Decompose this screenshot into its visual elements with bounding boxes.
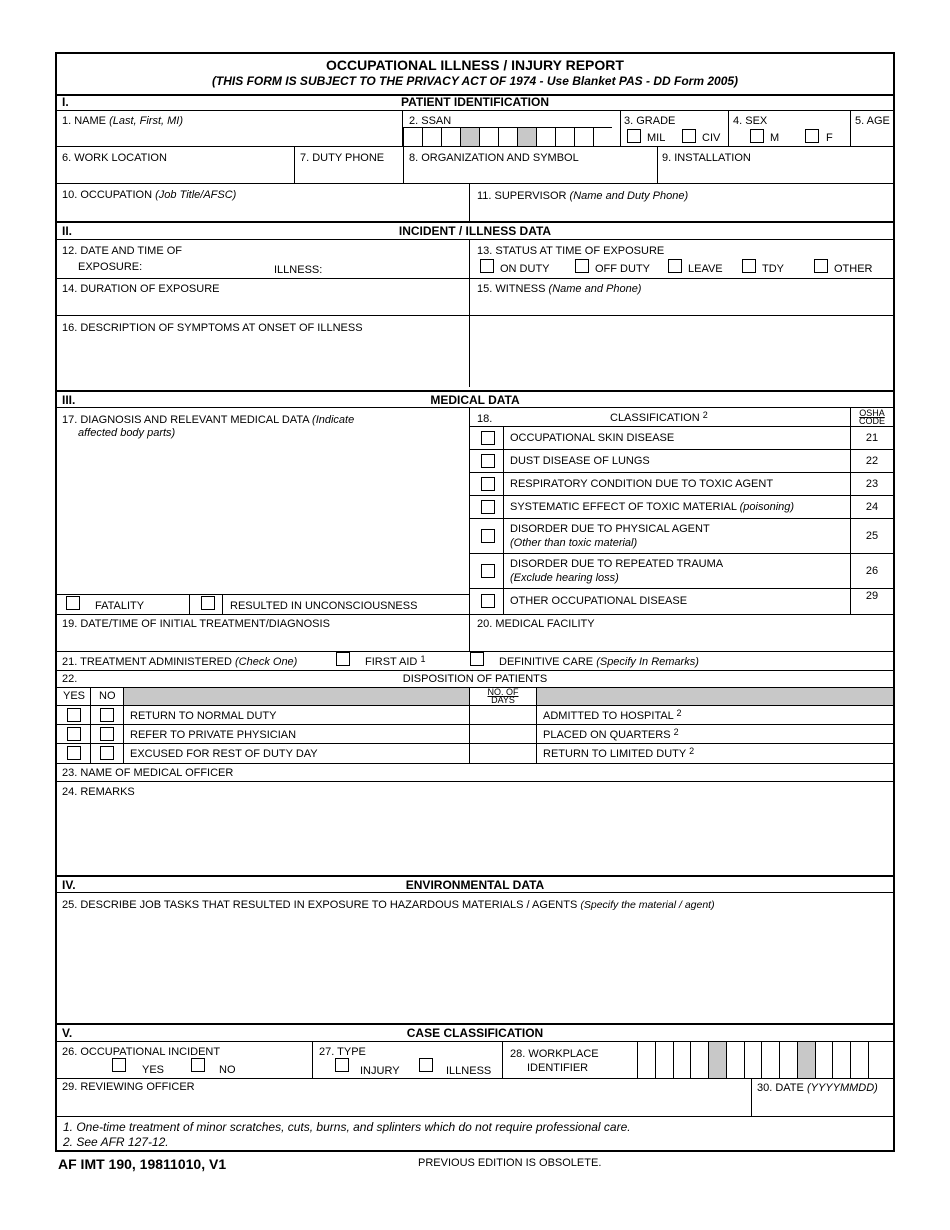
section-title: ENVIRONMENTAL DATA	[405, 878, 545, 892]
diagnosis-label: 17. DIAGNOSIS AND RELEVANT MEDICAL DATA (Indicate	[62, 414, 355, 426]
section-title: CASE CLASSIFICATION	[406, 1026, 544, 1040]
remarks-textarea[interactable]	[58, 800, 892, 874]
section-5-header	[57, 1026, 893, 1041]
section-3-header	[57, 393, 893, 408]
grade-mil-checkbox[interactable]	[627, 129, 641, 143]
workplace-digit-box[interactable]	[779, 1042, 797, 1078]
classification-checkbox[interactable]	[481, 564, 495, 578]
disposition-no-checkbox[interactable]	[100, 708, 114, 722]
classification-checkbox[interactable]	[481, 500, 495, 514]
section-title: MEDICAL DATA	[430, 393, 520, 407]
injury-label: INJURY	[360, 1065, 400, 1077]
workplace-digit-box[interactable]	[868, 1042, 886, 1078]
classification-checkbox[interactable]	[481, 594, 495, 608]
status-option-label: OFF DUTY	[595, 263, 650, 275]
disposition-no-checkbox[interactable]	[100, 746, 114, 760]
workplace-sub-label: IDENTIFIER	[527, 1062, 589, 1074]
illness-label: ILLNESS:	[274, 264, 323, 276]
grade-civ-label: CIV	[702, 132, 721, 144]
date-time-label: 12. DATE AND TIME OF	[62, 245, 183, 257]
form-frame	[55, 52, 895, 1152]
osha-code: 21	[865, 431, 879, 444]
classification-number: 18.	[477, 413, 493, 425]
status-checkbox[interactable]	[814, 259, 828, 273]
duration-label: 14. DURATION OF EXPOSURE	[62, 283, 220, 295]
osha-code: 24	[865, 500, 879, 513]
status-option-label: TDY	[762, 263, 784, 275]
first-aid-checkbox[interactable]	[336, 652, 350, 666]
section-title: PATIENT IDENTIFICATION	[401, 95, 549, 109]
status-checkbox[interactable]	[668, 259, 682, 273]
witness-label: 15. WITNESS (Name and Phone)	[477, 283, 642, 295]
workplace-digit-box[interactable]	[708, 1042, 726, 1078]
sex-f-checkbox[interactable]	[805, 129, 819, 143]
osha-code: 25	[865, 529, 879, 542]
disposition-left-label: RETURN TO NORMAL DUTY	[130, 710, 277, 722]
ssan-digit-box[interactable]	[555, 127, 574, 146]
job-tasks-label: 25. DESCRIBE JOB TASKS THAT RESULTED IN EXPOSURE TO HAZARDOUS MATERIALS / AGENTS (Specify the material / agent)	[62, 899, 715, 911]
occupation-label: 10. OCCUPATION (Job Title/AFSC)	[62, 189, 237, 201]
classification-label: SYSTEMATIC EFFECT OF TOXIC MATERIAL (poisoning)	[510, 500, 795, 513]
disposition-yes-checkbox[interactable]	[67, 727, 81, 741]
days-header: NO. OF DAYS	[487, 687, 519, 705]
medical-officer-label: 23. NAME OF MEDICAL OFFICER	[62, 767, 234, 779]
ssan-digit-box[interactable]	[403, 127, 422, 146]
classification-label: OTHER OCCUPATIONAL DISEASE	[510, 595, 688, 607]
section-4-header	[57, 878, 893, 893]
disposition-number: 22.	[62, 673, 78, 685]
disposition-left-label: EXCUSED FOR REST OF DUTY DAY	[130, 748, 318, 760]
workplace-digit-box[interactable]	[832, 1042, 850, 1078]
footnote-2: 2. See AFR 127-12.	[63, 1135, 169, 1149]
fatality-checkbox[interactable]	[66, 596, 80, 610]
fatality-label: FATALITY	[95, 600, 145, 612]
disposition-right-label: ADMITTED TO HOSPITAL $^2$	[543, 708, 682, 722]
status-option-label: ON DUTY	[500, 263, 550, 275]
ssan-digit-box[interactable]	[441, 127, 460, 146]
grade-mil-label: MIL	[647, 132, 666, 144]
days-input[interactable]	[470, 744, 536, 762]
illness-type-label: ILLNESS	[446, 1065, 492, 1077]
form-title: OCCUPATIONAL ILLNESS / INJURY REPORT	[326, 57, 624, 73]
sex-label: 4. SEX	[733, 115, 768, 127]
disposition-title: DISPOSITION OF PATIENTS	[402, 673, 548, 685]
disposition-yes-checkbox[interactable]	[67, 708, 81, 722]
previous-edition-note: PREVIOUS EDITION IS OBSOLETE.	[418, 1157, 602, 1169]
workplace-digit-box[interactable]	[797, 1042, 815, 1078]
illness-checkbox[interactable]	[419, 1058, 433, 1072]
exposure-label: EXPOSURE:	[78, 261, 143, 273]
job-tasks-textarea[interactable]	[58, 914, 892, 1022]
workplace-digit-box[interactable]	[690, 1042, 708, 1078]
section-number: III.	[62, 393, 76, 407]
incident-yes-checkbox[interactable]	[112, 1058, 126, 1072]
age-label: 5. AGE	[855, 115, 890, 127]
osha-code: 26	[865, 564, 879, 577]
grade-civ-checkbox[interactable]	[682, 129, 696, 143]
workplace-digit-box[interactable]	[637, 1042, 655, 1078]
yes-header: YES	[63, 690, 86, 702]
type-label: 27. TYPE	[319, 1046, 366, 1058]
disposition-right-label: PLACED ON QUARTERS $^2$	[543, 727, 679, 741]
date-label: 30. DATE (YYYYMMDD)	[757, 1082, 878, 1094]
classification-checkbox[interactable]	[481, 431, 495, 445]
osha-code-header: OSHA CODE	[858, 408, 885, 426]
disposition-right-label: RETURN TO LIMITED DUTY $^2$	[543, 746, 695, 760]
symptoms-label: 16. DESCRIPTION OF SYMPTOMS AT ONSET OF ILLNESS	[62, 322, 363, 334]
classification-sublabel: (Exclude hearing loss)	[510, 572, 619, 584]
ssan-digit-box[interactable]	[460, 127, 479, 146]
first-aid-label: FIRST AID $^1$	[365, 654, 426, 668]
incident-no-checkbox[interactable]	[191, 1058, 205, 1072]
workplace-digit-box[interactable]	[673, 1042, 691, 1078]
form-id: AF IMT 190, 19811010, V1	[58, 1156, 227, 1172]
section-2-header	[57, 224, 893, 239]
reviewing-officer-label: 29. REVIEWING OFFICER	[62, 1081, 195, 1093]
classification-label: DISORDER DUE TO REPEATED TRAUMA	[510, 558, 724, 570]
definitive-care-label: DEFINITIVE CARE (Specify In Remarks)	[499, 656, 699, 668]
unconscious-checkbox[interactable]	[201, 596, 215, 610]
days-input[interactable]	[470, 706, 536, 724]
workplace-digit-box[interactable]	[850, 1042, 868, 1078]
osha-code: 23	[865, 477, 879, 490]
footnote-1: 1. One-time treatment of minor scratches, cuts, burns, and splinters which do not require professional care.	[63, 1120, 631, 1134]
work-location-label: 6. WORK LOCATION	[62, 152, 167, 164]
classification-label: OCCUPATIONAL SKIN DISEASE	[510, 431, 675, 444]
disposition-yes-checkbox[interactable]	[67, 746, 81, 760]
ssan-digit-box[interactable]	[517, 127, 536, 146]
definitive-care-checkbox[interactable]	[470, 652, 484, 666]
grade-label: 3. GRADE	[624, 115, 676, 127]
classification-checkbox[interactable]	[481, 477, 495, 491]
injury-checkbox[interactable]	[335, 1058, 349, 1072]
workplace-digit-box[interactable]	[744, 1042, 762, 1078]
osha-code: 22	[865, 454, 879, 467]
name-input[interactable]	[58, 111, 401, 146]
diagnosis-hint: affected body parts)	[78, 427, 176, 439]
section-number: II.	[62, 224, 73, 238]
section-title: INCIDENT / ILLNESS DATA	[398, 224, 552, 238]
treatment-label: 21. TREATMENT ADMINISTERED (Check One)	[62, 656, 298, 668]
classification-sublabel: (Other than toxic material)	[510, 537, 638, 549]
sex-m-label: M	[770, 132, 780, 144]
days-input[interactable]	[470, 725, 536, 743]
classification-label: DISORDER DUE TO PHYSICAL AGENT	[510, 523, 710, 535]
workplace-digit-box[interactable]	[761, 1042, 779, 1078]
unconscious-label: RESULTED IN UNCONSCIOUSNESS	[230, 600, 418, 612]
organization-label: 8. ORGANIZATION AND SYMBOL	[409, 152, 579, 164]
ssan-digit-box[interactable]	[422, 127, 441, 146]
supervisor-label: 11. SUPERVISOR (Name and Duty Phone)	[477, 190, 689, 202]
medical-facility-label: 20. MEDICAL FACILITY	[477, 618, 595, 630]
section-number: I.	[62, 95, 69, 109]
no-header: NO	[99, 690, 116, 702]
status-label: 13. STATUS AT TIME OF EXPOSURE	[477, 245, 665, 257]
section-number: IV.	[62, 878, 76, 892]
shaded-cell	[124, 688, 469, 705]
incident-yes-label: YES	[142, 1064, 165, 1076]
status-option-label: OTHER	[834, 263, 873, 275]
incident-no-label: NO	[219, 1064, 236, 1076]
remarks-label: 24. REMARKS	[62, 786, 135, 798]
section-number: V.	[62, 1026, 73, 1040]
workplace-digit-box[interactable]	[726, 1042, 744, 1078]
ssan-digit-box[interactable]	[498, 127, 517, 146]
age-input[interactable]	[851, 111, 893, 146]
ssan-digit-box[interactable]	[574, 127, 593, 146]
ssan-digit-box[interactable]	[479, 127, 498, 146]
name-label: 1. NAME (Last, First, MI)	[62, 115, 184, 127]
osha-code: 29	[865, 590, 879, 602]
sex-f-label: F	[826, 132, 833, 144]
disposition-no-checkbox[interactable]	[100, 727, 114, 741]
classification-checkbox[interactable]	[481, 529, 495, 543]
status-checkbox[interactable]	[742, 259, 756, 273]
symptoms-textarea[interactable]	[58, 337, 892, 389]
installation-label: 9. INSTALLATION	[662, 152, 751, 164]
workplace-label: 28. WORKPLACE	[510, 1048, 599, 1060]
workplace-digit-box[interactable]	[815, 1042, 833, 1078]
incident-label: 26. OCCUPATIONAL INCIDENT	[62, 1046, 221, 1058]
status-checkbox[interactable]	[575, 259, 589, 273]
privacy-notice: (THIS FORM IS SUBJECT TO THE PRIVACY ACT OF 1974 - Use Blanket PAS - DD Form 2005)	[211, 74, 739, 88]
initial-treatment-label: 19. DATE/TIME OF INITIAL TREATMENT/DIAGNOSIS	[62, 618, 330, 630]
shaded-cell	[537, 688, 893, 705]
status-option-label: LEAVE	[688, 263, 723, 275]
section-1-header	[57, 95, 893, 110]
status-checkbox[interactable]	[480, 259, 494, 273]
classification-label: RESPIRATORY CONDITION DUE TO TOXIC AGENT	[510, 477, 774, 490]
sex-m-checkbox[interactable]	[750, 129, 764, 143]
ssan-digit-box[interactable]	[593, 127, 612, 146]
workplace-digit-box[interactable]	[655, 1042, 673, 1078]
ssan-label: 2. SSAN	[409, 115, 452, 127]
classification-label: DUST DISEASE OF LUNGS	[510, 454, 650, 467]
classification-checkbox[interactable]	[481, 454, 495, 468]
duty-phone-label: 7. DUTY PHONE	[300, 152, 385, 164]
classification-title: CLASSIFICATION $^2$	[610, 410, 708, 424]
ssan-digit-box[interactable]	[536, 127, 555, 146]
disposition-left-label: REFER TO PRIVATE PHYSICIAN	[130, 729, 297, 741]
